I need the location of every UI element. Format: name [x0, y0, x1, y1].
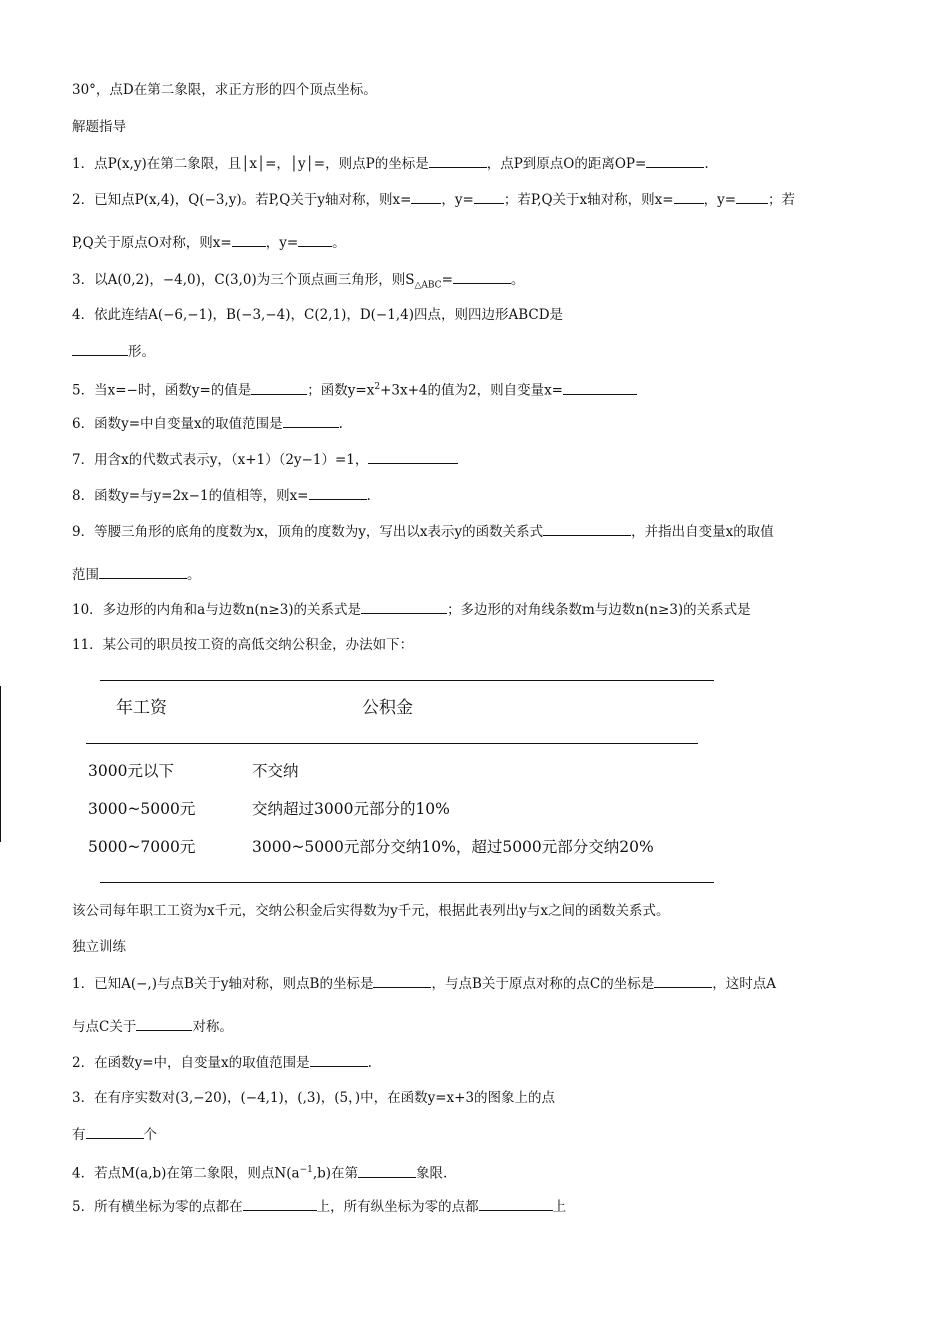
table-cell: 3000~5000元部分交纳10%，超过5000元部分交纳20% — [252, 838, 654, 856]
answer-blank[interactable] — [310, 1053, 368, 1067]
answer-blank[interactable] — [479, 1197, 553, 1211]
guide-question-7: 7．用含x的代数式表示y，（x+1）（2y−1）=1， — [72, 450, 458, 469]
guide-question-8: 8．函数y=与y=2x−1的值相等，则x= . — [72, 488, 371, 504]
answer-blank[interactable] — [429, 154, 487, 168]
table-cell: 3000元以下 — [88, 762, 174, 780]
answer-blank[interactable] — [309, 486, 367, 500]
table-header-rule — [86, 743, 698, 744]
answer-blank[interactable] — [543, 522, 631, 536]
practice-question-1-cont: 与点C关于 对称。 — [72, 1019, 233, 1035]
table-top-rule — [100, 680, 714, 681]
after-table-text: 该公司每年职工工资为x千元，交纳公积金后实得数为y千元，根据此表列出y与x之间的函数关系式。 — [72, 903, 670, 919]
practice-question-5: 5．所有横坐标为零的点都在 上，所有纵坐标为零的点都 上 — [72, 1199, 567, 1215]
guide-question-10: 10．多边形的内角和a与边数n(n≥3)的关系式是 ；多边形的对角线条数m与边数n(n≥3)的关系式是 — [72, 602, 751, 618]
answer-blank[interactable] — [243, 1197, 317, 1211]
answer-blank[interactable] — [674, 190, 704, 204]
guide-question-4-cont: 形。 — [72, 342, 155, 361]
table-cell: 交纳超过3000元部分的10% — [252, 800, 450, 818]
answer-blank[interactable] — [373, 974, 431, 988]
answer-blank[interactable] — [453, 270, 511, 284]
guide-question-9-cont: 范围 。 — [72, 567, 201, 583]
section-heading-practice: 独立训练 — [72, 939, 126, 955]
answer-blank[interactable] — [361, 600, 447, 614]
answer-blank[interactable] — [99, 565, 187, 579]
answer-blank[interactable] — [136, 1017, 192, 1031]
table-cell: 不交纳 — [252, 762, 299, 780]
answer-blank[interactable] — [368, 450, 458, 464]
guide-question-11: 11．某公司的职员按工资的高低交纳公积金，办法如下： — [72, 637, 414, 653]
answer-blank[interactable] — [251, 381, 307, 395]
guide-question-4: 4．依此连结A(−6,−1)，B(−3,−4)，C(2,1)，D(−1,4)四点，则四边形ABCD是 — [72, 307, 564, 323]
practice-question-4: 4．若点M(a,b)在第二象限，则点$N(a^{-1},b)$在第 象限. — [72, 1165, 448, 1182]
answer-blank[interactable] — [232, 233, 266, 247]
answer-blank[interactable] — [283, 414, 339, 428]
answer-blank[interactable] — [474, 190, 504, 204]
guide-question-5: 5．当x=−时，函数y=的值是 ；函数$y=x^2+3x+4$的值为2，则自变量x= — [72, 378, 637, 400]
practice-question-1: 1．已知A(−,)与点B关于y轴对称，则点B的坐标是 ，与点B关于原点对称的点C的坐标是 ，这时点A — [72, 976, 776, 992]
answer-blank[interactable] — [736, 190, 768, 204]
guide-question-3: 3．以A(0,2)，−4,0)，C(3,0)为三个顶点画三角形，则$S_{\triangle ABC}=$ 。 — [72, 272, 525, 291]
practice-question-2: 2．在函数y=中，自变量x的取值范围是 . — [72, 1055, 372, 1071]
margin-bar — [0, 686, 1, 842]
table-header-salary: 年工资 — [116, 698, 167, 718]
table-header-fund: 公积金 — [362, 698, 413, 718]
table-cell: 5000~7000元 — [88, 838, 196, 856]
guide-question-1: 1．点P(x,y)在第二象限，且│x│=，│y│=，则点P的坐标是 ，点P到原点O的距离OP= . — [72, 156, 709, 172]
guide-question-2-cont: P,Q关于原点O对称，则x= ，y= 。 — [72, 235, 346, 251]
answer-blank[interactable] — [86, 1125, 144, 1139]
answer-blank[interactable] — [358, 1164, 416, 1178]
intro-text: 30°，点D在第二象限，求正方形的四个顶点坐标。 — [72, 82, 377, 98]
guide-question-6: 6．函数y=中自变量x的取值范围是 . — [72, 416, 343, 432]
answer-blank[interactable] — [654, 974, 712, 988]
answer-blank[interactable] — [411, 190, 441, 204]
answer-blank[interactable] — [72, 342, 128, 356]
guide-question-2: 2．已知点P(x,4)，Q(−3,y)。若P,Q关于y轴对称，则x= ，y= ；若P,Q关于x轴对称，则x= ，y= ；若 — [72, 192, 796, 208]
answer-blank[interactable] — [563, 381, 637, 395]
table-cell: 3000~5000元 — [88, 800, 196, 818]
table-bottom-rule — [100, 882, 714, 883]
answer-blank[interactable] — [298, 233, 332, 247]
section-heading-guide: 解题指导 — [72, 119, 126, 135]
practice-question-3: 3．在有序实数对(3,−20)，(−4,1)，(,3)，(5，)中，在函数y=x+3的图象上的点 — [72, 1090, 556, 1106]
guide-question-9: 9．等腰三角形的底角的度数为x，顶角的度数为y，写出以x表示y的函数关系式 ，并指出自变量x的取值 — [72, 524, 774, 540]
answer-blank[interactable] — [646, 154, 704, 168]
practice-question-3-cont: 有 个 — [72, 1127, 157, 1143]
